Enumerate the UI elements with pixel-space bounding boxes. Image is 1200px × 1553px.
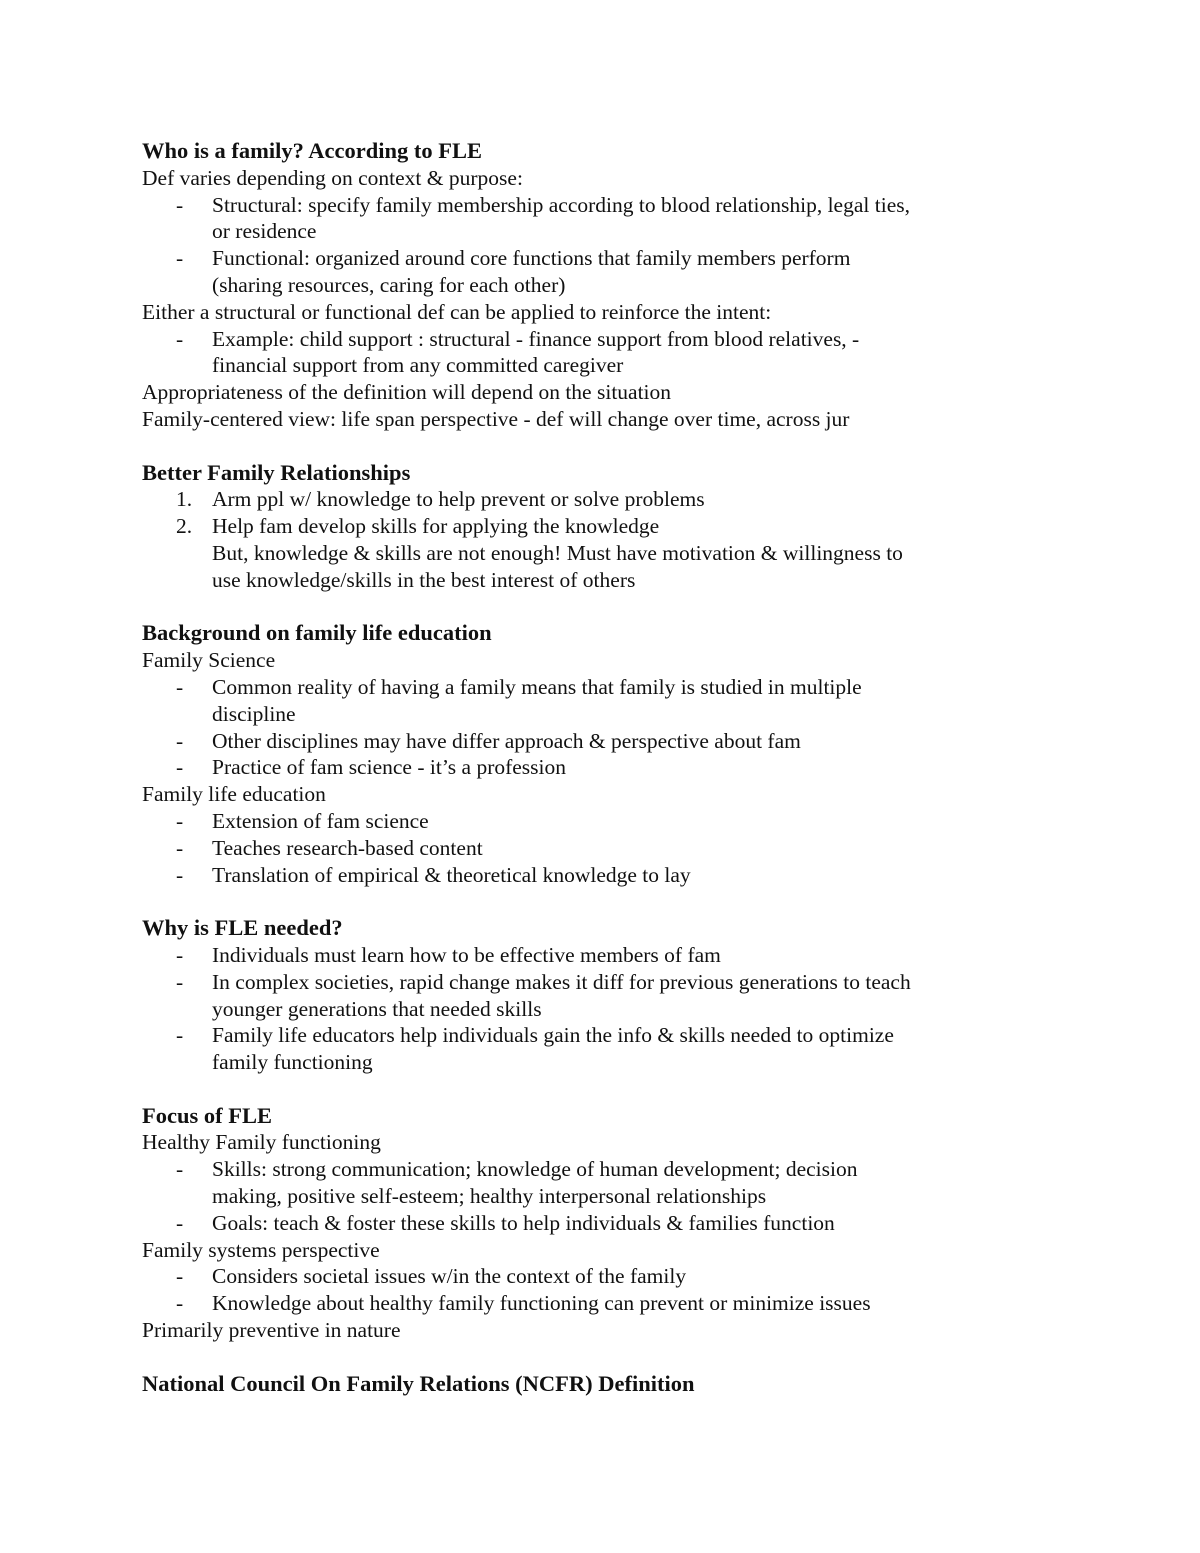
heading-background-fle: Background on family life education [142, 620, 492, 646]
bullet-dash: - [176, 326, 184, 351]
bullet-dash: - [176, 1264, 184, 1289]
list-item-text: Extension of fam science [212, 808, 429, 833]
section-gap [142, 1344, 1062, 1371]
list-number: 1. [176, 487, 193, 512]
list-item-text: Considers societal issues w/in the context of the family [212, 1264, 687, 1289]
list-item-text: In complex societies, rapid change makes it diff for previous generations to teach [212, 969, 911, 994]
list-item [142, 754, 1062, 781]
bullet-dash: - [176, 674, 184, 699]
list-item [142, 835, 1062, 862]
list-item [142, 1156, 1062, 1183]
list-item-text: Family life educators help individuals gain the info & skills needed to optimize [212, 1023, 894, 1048]
heading-better-family-relationships: Better Family Relationships [142, 459, 411, 485]
subheading: Healthy Family functioning [142, 1130, 381, 1155]
list-item [142, 326, 1062, 353]
heading-why-fle-needed: Why is FLE needed? [142, 915, 343, 941]
subheading: Family life education [142, 782, 326, 807]
paragraph: Def varies depending on context & purpose: [142, 165, 523, 190]
subheading: Family Science [142, 648, 276, 673]
list-item [142, 674, 1062, 701]
bullet-dash: - [176, 1210, 184, 1235]
list-item [142, 1263, 1062, 1290]
bullet-dash: - [176, 1291, 184, 1316]
paragraph: Appropriateness of the definition will depend on the situation [142, 380, 672, 405]
paragraph: Either a structural or functional def can be applied to reinforce the intent: [142, 299, 772, 324]
bullet-dash: - [176, 808, 184, 833]
bullet-dash: - [176, 246, 184, 271]
list-item-text: Help fam develop skills for applying the knowledge [212, 514, 660, 539]
list-item [142, 942, 1062, 969]
list-item [142, 862, 1062, 889]
list-item [142, 245, 1062, 272]
list-item [142, 1290, 1062, 1317]
list-item-continuation: discipline [212, 701, 296, 726]
list-item [142, 728, 1062, 755]
bullet-dash: - [176, 835, 184, 860]
list-item-text: Translation of empirical & theoretical knowledge to lay [212, 862, 691, 887]
list-number: 2. [176, 514, 193, 539]
paragraph: Primarily preventive in nature [142, 1318, 401, 1343]
bullet-dash: - [176, 728, 184, 753]
paragraph: Family-centered view: life span perspective - def will change over time, across jur [142, 406, 850, 431]
list-item-text: Teaches research-based content [212, 835, 483, 860]
section-gap [142, 1076, 1062, 1103]
list-item-text: Knowledge about healthy family functioning can prevent or minimize issues [212, 1291, 871, 1316]
list-item-continuation: family functioning [212, 1050, 373, 1075]
heading-who-is-family: Who is a family? According to FLE [142, 138, 483, 163]
list-item [142, 969, 1062, 996]
document-page [142, 138, 1062, 1397]
bullet-dash: - [176, 862, 184, 887]
list-item-continuation: financial support from any committed caregiver [212, 353, 624, 378]
section-gap [142, 594, 1062, 621]
subheading: Family systems perspective [142, 1237, 380, 1262]
heading-focus-of-fle: Focus of FLE [142, 1102, 273, 1128]
numbered-item [142, 486, 1062, 513]
list-item [142, 808, 1062, 835]
list-item-text: Individuals must learn how to be effective members of fam [212, 942, 721, 967]
list-item-text: Example: child support : structural - finance support from blood relatives, - [212, 326, 860, 351]
list-item-text: Arm ppl w/ knowledge to help prevent or solve problems [212, 487, 705, 512]
list-item-continuation: use knowledge/skills in the best interest of others [212, 567, 636, 592]
bullet-dash: - [176, 969, 184, 994]
list-item-continuation: But, knowledge & skills are not enough! Must have motivation & willingness to [212, 540, 903, 565]
section-gap [142, 888, 1062, 915]
numbered-item [142, 513, 1062, 540]
list-item [142, 1210, 1062, 1237]
list-item-continuation: making, positive self-esteem; healthy interpersonal relationships [212, 1184, 767, 1209]
bullet-dash: - [176, 1023, 184, 1048]
list-item-continuation: (sharing resources, caring for each other) [212, 272, 566, 297]
list-item-text: Other disciplines may have differ approach & perspective about fam [212, 728, 801, 753]
bullet-dash: - [176, 1157, 184, 1182]
section-gap [142, 433, 1062, 460]
heading-ncfr-definition: National Council On Family Relations (NCFR) Definition [142, 1370, 695, 1396]
list-item-continuation: or residence [212, 219, 317, 244]
list-item-text: Common reality of having a family means that family is studied in multiple [212, 674, 862, 699]
bullet-dash: - [176, 755, 184, 780]
bullet-dash: - [176, 942, 184, 967]
list-item-continuation: younger generations that needed skills [212, 996, 542, 1021]
list-item-text: Goals: teach & foster these skills to help individuals & families function [212, 1210, 835, 1235]
list-item-text: Skills: strong communication; knowledge of human development; decision [212, 1157, 858, 1182]
list-item-text: Functional: organized around core functions that family members perform [212, 246, 851, 271]
list-item [142, 192, 1062, 219]
bullet-dash: - [176, 192, 184, 217]
list-item-text: Structural: specify family membership according to blood relationship, legal ties, [212, 192, 910, 217]
list-item [142, 1022, 1062, 1049]
list-item-text: Practice of fam science - it’s a profession [212, 755, 567, 780]
